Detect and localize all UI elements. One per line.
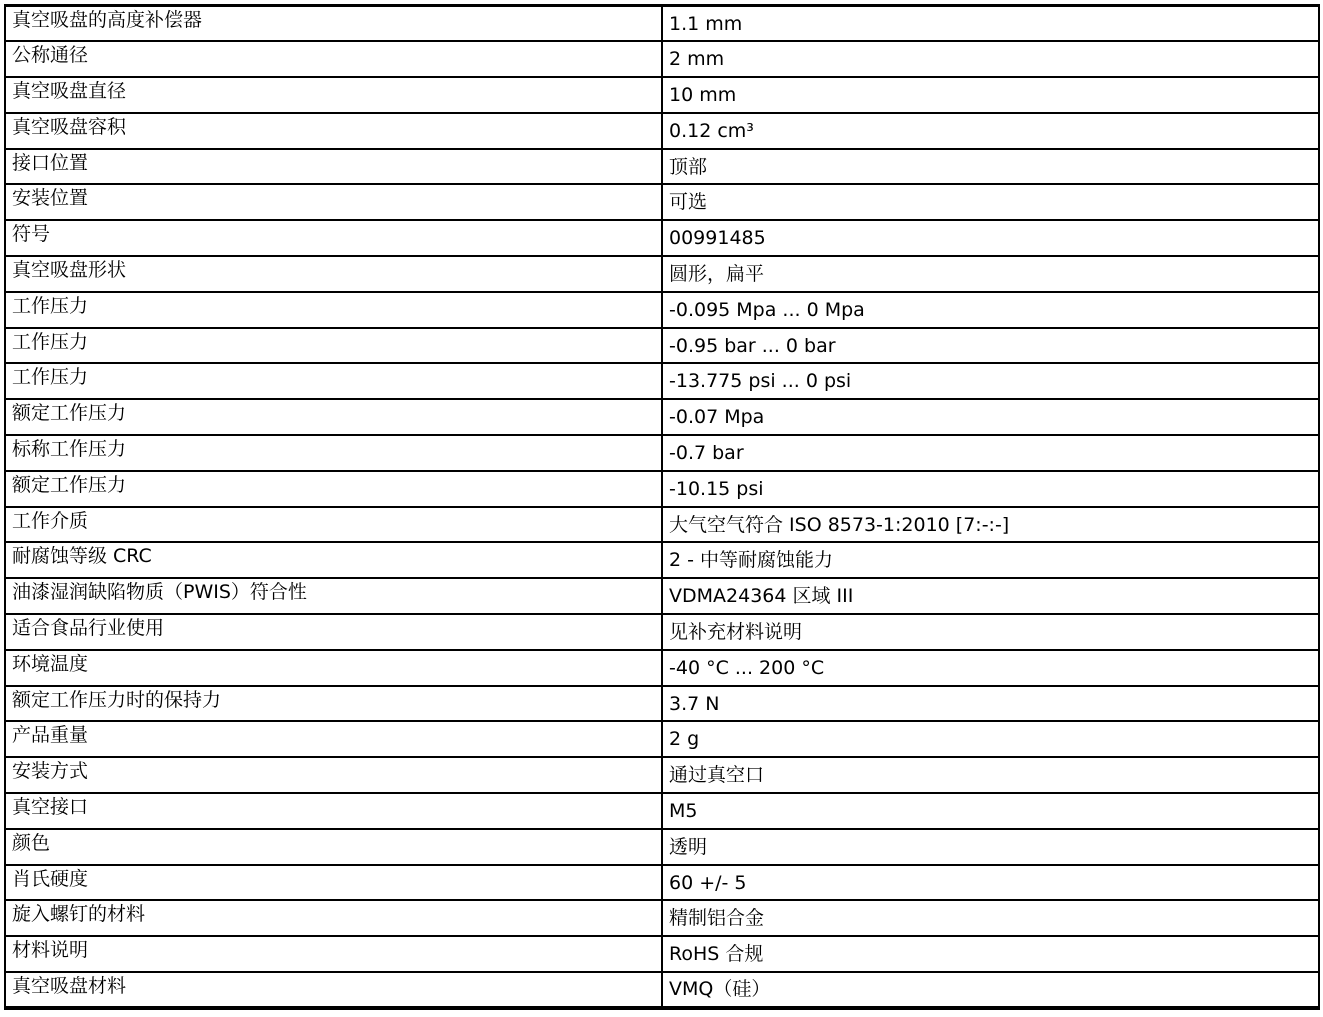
table-row [5,184,1319,220]
spec-value: 可选 [662,184,1319,220]
spec-label: 真空吸盘形状 [5,256,662,292]
table-row [5,328,1319,364]
spec-value: 1.1 mm [662,6,1319,42]
spec-value: RoHS 合规 [662,936,1319,972]
table-row [5,471,1319,507]
table-row [5,292,1319,328]
spec-label: 耐腐蚀等级 CRC [5,542,662,578]
spec-label: 安装方式 [5,757,662,793]
spec-value: M5 [662,793,1319,829]
table-row [5,578,1319,614]
spec-value: 3.7 N [662,686,1319,722]
spec-table [4,4,1320,1010]
spec-label: 额定工作压力时的保持力 [5,686,662,722]
spec-value: -0.95 bar ... 0 bar [662,328,1319,364]
table-row [5,829,1319,865]
table-row [5,542,1319,578]
table-row [5,900,1319,936]
spec-value: 精制铝合金 [662,900,1319,936]
spec-label: 公称通径 [5,41,662,77]
spec-value: -0.095 Mpa ... 0 Mpa [662,292,1319,328]
table-row [5,77,1319,113]
spec-label: 真空吸盘容积 [5,113,662,149]
spec-value: 通过真空口 [662,757,1319,793]
spec-value: 2 mm [662,41,1319,77]
spec-value: 2 - 中等耐腐蚀能力 [662,542,1319,578]
spec-label: 工作压力 [5,328,662,364]
spec-label: 工作压力 [5,292,662,328]
spec-value: VDMA24364 区域 III [662,578,1319,614]
table-row [5,972,1319,1008]
spec-value: 顶部 [662,149,1319,185]
spec-label: 安装位置 [5,184,662,220]
spec-label: 产品重量 [5,721,662,757]
spec-value: 透明 [662,829,1319,865]
spec-value: -0.07 Mpa [662,399,1319,435]
spec-value: -13.775 psi ... 0 psi [662,363,1319,399]
spec-value: 见补充材料说明 [662,614,1319,650]
table-row [5,41,1319,77]
spec-value: -10.15 psi [662,471,1319,507]
table-row [5,256,1319,292]
spec-label: 标称工作压力 [5,435,662,471]
spec-label: 真空吸盘直径 [5,77,662,113]
spec-label: 油漆湿润缺陷物质（PWIS）符合性 [5,578,662,614]
spec-value: 大气空气符合 ISO 8573-1:2010 [7:-:-] [662,507,1319,543]
table-row [5,113,1319,149]
table-row [5,865,1319,901]
spec-label: 真空吸盘的高度补偿器 [5,6,662,42]
spec-label: 真空吸盘材料 [5,972,662,1008]
spec-value: -40 °C ... 200 °C [662,650,1319,686]
table-row [5,793,1319,829]
spec-label: 环境温度 [5,650,662,686]
spec-value: 00991485 [662,220,1319,256]
table-row [5,721,1319,757]
table-row [5,686,1319,722]
table-row [5,399,1319,435]
table-row [5,435,1319,471]
table-row [5,650,1319,686]
table-row [5,614,1319,650]
spec-label: 额定工作压力 [5,399,662,435]
table-row [5,757,1319,793]
spec-value: 60 +/- 5 [662,865,1319,901]
spec-label: 材料说明 [5,936,662,972]
spec-value: -0.7 bar [662,435,1319,471]
spec-label: 颜色 [5,829,662,865]
table-row [5,220,1319,256]
spec-label: 额定工作压力 [5,471,662,507]
spec-value: 圆形，扁平 [662,256,1319,292]
spec-label: 接口位置 [5,149,662,185]
spec-value: 0.12 cm³ [662,113,1319,149]
spec-label: 工作介质 [5,507,662,543]
spec-value: 10 mm [662,77,1319,113]
spec-label: 适合食品行业使用 [5,614,662,650]
table-row [5,149,1319,185]
table-row [5,936,1319,972]
table-row [5,363,1319,399]
spec-value: 2 g [662,721,1319,757]
spec-label: 肖氏硬度 [5,865,662,901]
spec-label: 真空接口 [5,793,662,829]
table-row [5,6,1319,42]
spec-label: 工作压力 [5,363,662,399]
spec-label: 旋入螺钉的材料 [5,900,662,936]
spec-value: VMQ（硅） [662,972,1319,1008]
spec-label: 符号 [5,220,662,256]
table-row [5,507,1319,543]
